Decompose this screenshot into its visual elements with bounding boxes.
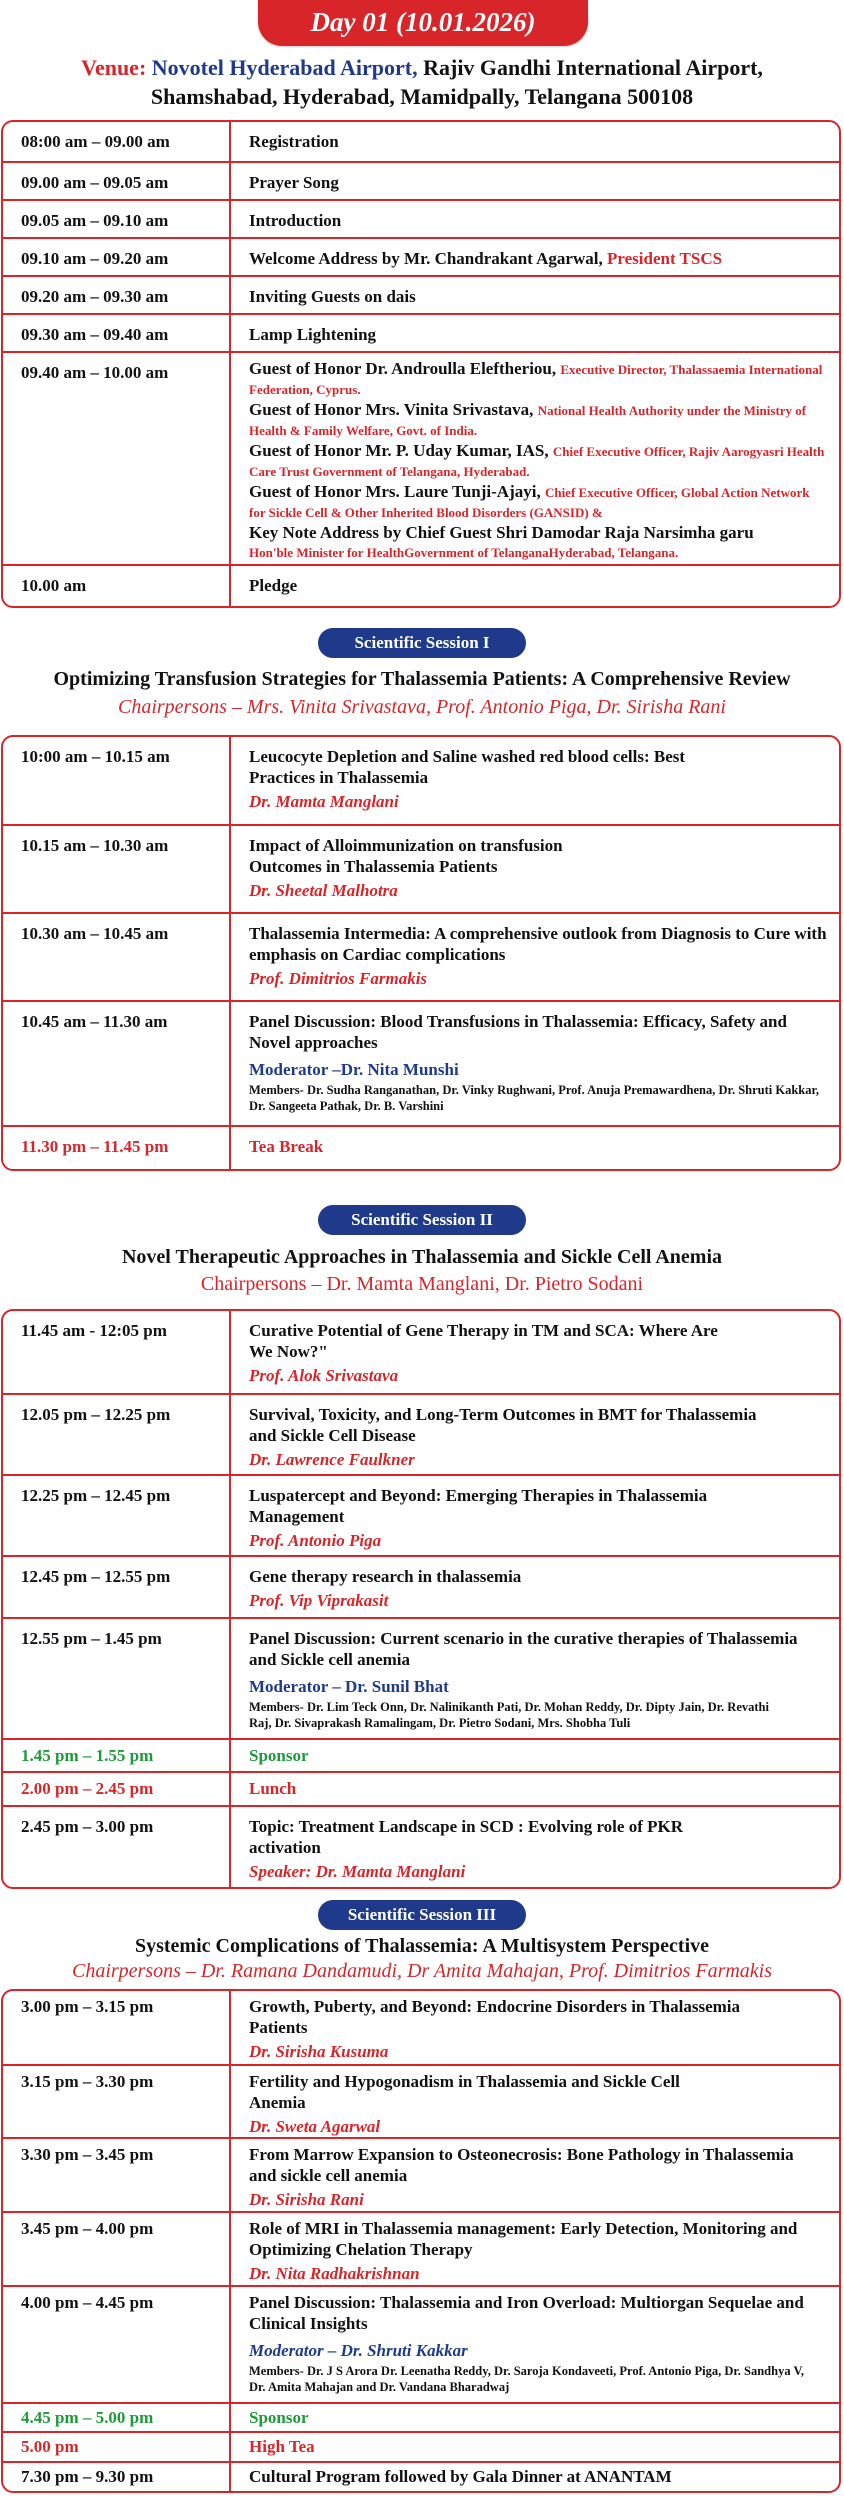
session-label: Scientific Session III xyxy=(318,1900,526,1930)
time-cell: 3.15 pm – 3.30 pm xyxy=(3,2066,231,2137)
item-title: Cultural Program followed by Gala Dinner at ANANTAM xyxy=(249,2467,672,2486)
talk-speaker: Dr. Lawrence Faulkner xyxy=(249,1450,415,1469)
talk xyxy=(231,2139,839,2211)
talk-speaker: Prof. Vip Viprakasit xyxy=(249,1591,389,1610)
time-cell: 09.10 am – 09.20 am xyxy=(3,239,231,275)
guest-role: Hon'ble Minister for HealthGovernment of TelanganaHyderabad, Telangana. xyxy=(249,545,679,560)
panel-members: Members- Dr. Sudha Ranganathan, Dr. Vinky Rughwani, Prof. Anuja Premawardhena, Dr. Shruti Kakkar, Dr. Sangeeta Pathak, Dr. B. Varshini xyxy=(249,1083,820,1113)
talk-title: Gene therapy research in thalassemia xyxy=(249,1567,522,1586)
talk-title: Growth, Puberty, and Beyond: Endocrine Disorders in Thalassemia Patients xyxy=(249,1997,741,2037)
schedule-row xyxy=(3,1125,839,1169)
talk-speaker: Dr. Sweta Agarwal xyxy=(249,2117,381,2136)
item-title: Sponsor xyxy=(249,1746,309,1765)
panel-members: Members- Dr. Lim Teck Onn, Dr. Nalinikanth Pati, Dr. Mohan Reddy, Dr. Dipty Jain, Dr. Revathi Raj, Dr. Sivaprakash Ramalingam, Dr. Pietro Sodani, Mrs. Shobha Tuli xyxy=(249,1700,769,1730)
venue-label: Venue: xyxy=(81,55,147,80)
time-cell: 09.20 am – 09.30 am xyxy=(3,277,231,313)
time-cell: 12.05 pm – 12.25 pm xyxy=(3,1395,231,1474)
item-role: President TSCS xyxy=(606,249,723,268)
panel xyxy=(231,1619,839,1738)
schedule-row xyxy=(3,2285,839,2402)
talk xyxy=(231,914,839,1000)
talk-title: Fertility and Hypogonadism in Thalassemia and Sickle Cell Anemia xyxy=(249,2072,680,2112)
talk-title: Survival, Toxicity, and Long-Term Outcomes in BMT for Thalassemia and Sickle Cell Disease xyxy=(249,1405,757,1445)
schedule-row xyxy=(3,199,839,237)
time-cell: 12.55 pm – 1.45 pm xyxy=(3,1619,231,1738)
panel-members: Members- Dr. J S Arora Dr. Leenatha Reddy, Dr. Saroja Kondaveeti, Prof. Antonio Piga, Dr. Sandhya V, Dr. Amita Mahajan and Dr. Vandana Bharadwaj xyxy=(249,2364,805,2394)
guest-role: Chief Executive Officer, Global Action Network for Sickle Cell & Other Inherited Blood Disorders (GANSID) & xyxy=(249,485,810,520)
opening-schedule xyxy=(1,120,841,608)
schedule-row xyxy=(3,313,839,351)
time-cell: 09.00 am – 09.05 am xyxy=(3,163,231,199)
panel xyxy=(231,1002,839,1125)
session-label: Scientific Session I xyxy=(318,628,526,658)
talk-title: Luspatercept and Beyond: Emerging Therapies in Thalassemia Management xyxy=(249,1486,708,1526)
session3-schedule xyxy=(1,1989,841,2493)
schedule-row xyxy=(3,1393,839,1474)
talk-speaker: Dr. Nita Radhakrishnan xyxy=(249,2264,420,2283)
item-title: Lunch xyxy=(249,1779,297,1798)
schedule-row xyxy=(3,2137,839,2211)
talk xyxy=(231,826,839,912)
guest-role: Chief Executive Officer, Rajiv Aarogyasri Health Care Trust Government of Telangana, Hyderabad. xyxy=(249,444,825,479)
schedule-row xyxy=(3,1617,839,1738)
talk-speaker: Dr. Mamta Manglani xyxy=(249,792,399,811)
time-cell: 09.40 am – 10.00 am xyxy=(3,353,231,564)
talk-speaker: Speaker: Dr. Mamta Manglani xyxy=(249,1862,466,1881)
panel-moderator: Moderator – Dr. Sunil Bhat xyxy=(249,1677,449,1696)
schedule-row xyxy=(3,2402,839,2431)
schedule-row xyxy=(3,161,839,199)
talk-title: Topic: Treatment Landscape in SCD : Evolving role of PKR activation xyxy=(249,1817,683,1857)
guest-entry xyxy=(249,359,829,399)
time-cell: 10:00 am – 10.15 am xyxy=(3,737,231,824)
talk xyxy=(231,1476,839,1555)
time-cell: 11.30 pm – 11.45 pm xyxy=(3,1127,231,1169)
talk xyxy=(231,1991,839,2064)
session-chairs: Chairpersons – Dr. Ramana Dandamudi, Dr Amita Mahajan, Prof. Dimitrios Farmakis xyxy=(71,1960,773,1982)
time-cell: 5.00 pm xyxy=(3,2433,231,2461)
talk-speaker: Dr. Sirisha Kusuma xyxy=(249,2042,389,2061)
venue-line2: Shamshabad, Hyderabad, Mamidpally, Telangana 500108 xyxy=(150,84,694,109)
talk-title: Curative Potential of Gene Therapy in TM and SCA: Where Are We Now?" xyxy=(249,1321,718,1361)
talk-title: Impact of Alloimmunization on transfusion Outcomes in Thalassemia Patients xyxy=(249,836,563,876)
time-cell: 3.00 pm – 3.15 pm xyxy=(3,1991,231,2064)
panel-title: Panel Discussion: Blood Transfusions in Thalassemia: Efficacy, Safety and Novel approaches xyxy=(249,1012,787,1052)
panel-moderator: Moderator – Dr. Shruti Kakkar xyxy=(249,2341,468,2360)
time-cell: 4.45 pm – 5.00 pm xyxy=(3,2404,231,2431)
schedule-row xyxy=(3,1991,839,2064)
schedule-row xyxy=(3,351,839,564)
item-title: Introduction xyxy=(249,211,342,230)
schedule-row xyxy=(3,2211,839,2285)
time-cell: 10.45 am – 11.30 am xyxy=(3,1002,231,1125)
schedule-row xyxy=(3,1555,839,1617)
time-cell: 2.45 pm – 3.00 pm xyxy=(3,1807,231,1887)
guest-name: Key Note Address by Chief Guest Shri Damodar Raja Narsimha garu xyxy=(249,523,754,542)
session-chairs: Chairpersons – Mrs. Vinita Srivastava, Prof. Antonio Piga, Dr. Sirisha Rani xyxy=(118,696,726,718)
time-cell: 11.45 am - 12:05 pm xyxy=(3,1311,231,1393)
panel-moderator: Moderator –Dr. Nita Munshi xyxy=(249,1060,459,1079)
talk xyxy=(231,1807,839,1887)
talk-speaker: Dr. Sheetal Malhotra xyxy=(249,881,398,900)
time-cell: 10.00 am xyxy=(3,566,231,606)
venue-hotel: Novotel Hyderabad Airport, xyxy=(151,55,418,80)
session1-schedule xyxy=(1,735,841,1171)
schedule-row xyxy=(3,1771,839,1805)
talk-title: Thalassemia Intermedia: A comprehensive outlook from Diagnosis to Cure with emphasis on Cardiac complications xyxy=(249,924,827,964)
talk-speaker: Prof. Alok Srivastava xyxy=(249,1366,399,1385)
guest-name: Guest of Honor Mrs. Laure Tunji-Ajayi, xyxy=(249,482,541,501)
time-cell: 4.00 pm – 4.45 pm xyxy=(3,2287,231,2402)
schedule-row xyxy=(3,2461,839,2491)
schedule-row xyxy=(3,1474,839,1555)
guest-name: Guest of Honor Mr. P. Uday Kumar, IAS, xyxy=(249,441,549,460)
item-title: Tea Break xyxy=(249,1137,324,1156)
time-cell: 3.30 pm – 3.45 pm xyxy=(3,2139,231,2211)
talk-title: Role of MRI in Thalassemia management: Early Detection, Monitoring and Optimizing Chelation Therapy xyxy=(249,2219,798,2259)
schedule-row xyxy=(3,275,839,313)
schedule-row xyxy=(3,1000,839,1125)
schedule-row xyxy=(3,564,839,606)
time-cell: 1.45 pm – 1.55 pm xyxy=(3,1740,231,1771)
talk-title: Leucocyte Depletion and Saline washed red blood cells: Best Practices in Thalassemia xyxy=(249,747,686,787)
time-cell: 10.15 am – 10.30 am xyxy=(3,826,231,912)
session2-schedule xyxy=(1,1309,841,1889)
time-cell: 7.30 pm – 9.30 pm xyxy=(3,2463,231,2491)
guest-role: National Health Authority under the Ministry of Health & Family Welfare, Govt. of India. xyxy=(249,403,807,438)
schedule-row xyxy=(3,1311,839,1393)
schedule-row xyxy=(3,912,839,1000)
panel-title: Panel Discussion: Current scenario in the curative therapies of Thalassemia and Sickle cell anemia xyxy=(249,1629,798,1669)
schedule-row xyxy=(3,237,839,275)
guest-name: Guest of Honor Mrs. Vinita Srivastava, xyxy=(249,400,534,419)
time-cell: 09.05 am – 09.10 am xyxy=(3,201,231,237)
venue xyxy=(0,53,844,111)
guest-entry xyxy=(249,482,829,522)
schedule-row xyxy=(3,122,839,161)
guest-entry xyxy=(249,441,829,481)
schedule-row xyxy=(3,2431,839,2461)
time-cell: 12.45 pm – 12.55 pm xyxy=(3,1557,231,1617)
day-badge: Day 01 (10.01.2026) xyxy=(258,0,588,46)
session-title: Systemic Complications of Thalassemia: A Multisystem Perspective xyxy=(134,1935,709,1957)
schedule-row xyxy=(3,1738,839,1771)
talk xyxy=(231,2213,839,2285)
talk xyxy=(231,737,839,824)
guest-name: Guest of Honor Dr. Androulla Eleftheriou, xyxy=(249,359,557,378)
panel xyxy=(231,2287,839,2402)
venue-line1: Rajiv Gandhi International Airport, xyxy=(423,55,763,80)
talk xyxy=(231,1557,839,1617)
time-cell: 08:00 am – 09.00 am xyxy=(3,122,231,161)
talk xyxy=(231,2066,839,2137)
talk-speaker: Dr. Sirisha Rani xyxy=(249,2190,364,2209)
item-title: Registration xyxy=(249,132,339,151)
guest-role: Executive Director, Thalassaemia International Federation, Cyprus. xyxy=(249,362,823,397)
item-title: Lamp Lightening xyxy=(249,325,377,344)
item-title: Welcome Address by Mr. Chandrakant Agarwal, xyxy=(249,249,603,268)
talk xyxy=(231,1311,839,1393)
time-cell: 09.30 am – 09.40 am xyxy=(3,315,231,351)
guest-entry xyxy=(249,523,829,562)
item-title: Prayer Song xyxy=(249,173,339,192)
talk xyxy=(231,1395,839,1474)
time-cell: 2.00 pm – 2.45 pm xyxy=(3,1773,231,1805)
talk-title: From Marrow Expansion to Osteonecrosis: Bone Pathology in Thalassemia and sickle cell anemia xyxy=(249,2145,794,2185)
session-title: Optimizing Transfusion Strategies for Thalassemia Patients: A Comprehensive Review xyxy=(53,668,791,690)
time-cell: 10.30 am – 10.45 am xyxy=(3,914,231,1000)
item-title: Sponsor xyxy=(249,2408,309,2427)
schedule-row xyxy=(3,1805,839,1887)
schedule-row xyxy=(3,824,839,912)
panel-title: Panel Discussion: Thalassemia and Iron Overload: Multiorgan Sequelae and Clinical Insights xyxy=(249,2293,804,2333)
guests-list xyxy=(231,353,839,564)
schedule-row xyxy=(3,737,839,824)
talk-speaker: Prof. Antonio Piga xyxy=(249,1531,382,1550)
session-chairs: Chairpersons – Dr. Mamta Manglani, Dr. Pietro Sodani xyxy=(200,1273,644,1295)
item-title: Inviting Guests on dais xyxy=(249,287,416,306)
guest-entry xyxy=(249,400,829,440)
time-cell: 12.25 pm – 12.45 pm xyxy=(3,1476,231,1555)
time-cell: 3.45 pm – 4.00 pm xyxy=(3,2213,231,2285)
session-title: Novel Therapeutic Approaches in Thalassemia and Sickle Cell Anemia xyxy=(121,1246,723,1268)
talk-speaker: Prof. Dimitrios Farmakis xyxy=(249,969,428,988)
schedule-row xyxy=(3,2064,839,2137)
session-label: Scientific Session II xyxy=(318,1205,526,1235)
item-title: High Tea xyxy=(249,2437,315,2456)
item-title: Pledge xyxy=(249,576,298,595)
item-content xyxy=(231,239,839,275)
